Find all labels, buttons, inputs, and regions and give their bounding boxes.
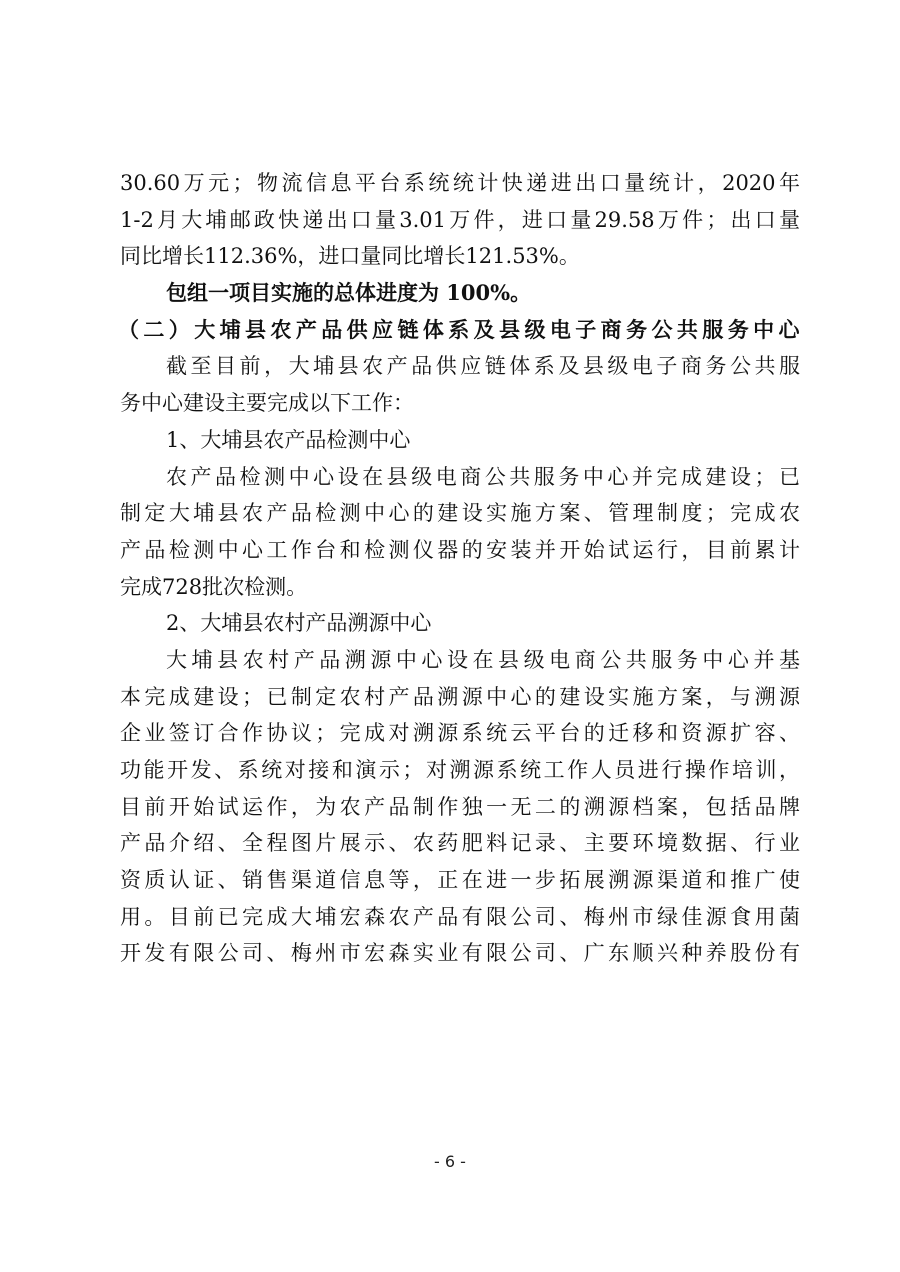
- subsection-heading: 2、大埔县农村产品溯源中心: [166, 611, 432, 636]
- document-body: [120, 165, 800, 972]
- paragraph-line: 制定大埔县农产品检测中心的建设实施方案、管理制度；完成农: [120, 501, 800, 526]
- paragraph-line: 农产品检测中心设在县级电商公共服务中心并完成建设；已: [166, 464, 800, 489]
- paragraph-line: 用。目前已完成大埔宏森农产品有限公司、梅州市绿佳源食用菌: [120, 904, 800, 929]
- paragraph-line: 企业签订合作协议；完成对溯源系统云平台的迁移和资源扩容、: [120, 721, 800, 746]
- paragraph-line: 功能开发、系统对接和演示；对溯源系统工作人员进行操作培训，: [120, 758, 800, 782]
- paragraph-line: 资质认证、销售渠道信息等，正在进一步拓展溯源渠道和推广使: [120, 868, 800, 893]
- paragraph-line: 产品介绍、全程图片展示、农药肥料记录、主要环境数据、行业: [120, 831, 800, 856]
- section-heading: （二）大埔县农产品供应链体系及县级电子商务公共服务中心: [118, 316, 800, 342]
- paragraph-line: 大埔县农村产品溯源中心设在县级电商公共服务中心并基: [166, 647, 800, 672]
- paragraph-line: 开发有限公司、梅州市宏森实业有限公司、广东顺兴种养股份有: [120, 941, 800, 966]
- page-number: - 6 -: [434, 1152, 466, 1171]
- subsection-heading: 1、大埔县农产品检测中心: [166, 427, 411, 452]
- paragraph-line: 同比增长112.36%，进口量同比增长121.53%。: [120, 244, 580, 269]
- paragraph-line: 30.60万元；物流信息平台系统统计快递进出口量统计，2020年: [120, 171, 800, 195]
- paragraph-line: 产品检测中心工作台和检测仪器的安装并开始试运行，目前累计: [120, 537, 800, 562]
- paragraph-line: 目前开始试运作，为农产品制作独一无二的溯源档案，包括品牌: [120, 794, 800, 819]
- paragraph-line: 务中心建设主要完成以下工作：: [120, 391, 414, 416]
- paragraph-line: 本完成建设；已制定农村产品溯源中心的建设实施方案，与溯源: [120, 684, 800, 709]
- paragraph-line: 截至目前，大埔县农产品供应链体系及县级电子商务公共服: [166, 354, 800, 379]
- progress-summary: 包组一项目实施的总体进度为 100%。: [166, 280, 532, 306]
- paragraph-line: 1-2月大埔邮政快递出口量3.01万件，进口量29.58万件；出口量: [120, 207, 800, 232]
- paragraph-line: 完成728批次检测。: [120, 574, 308, 599]
